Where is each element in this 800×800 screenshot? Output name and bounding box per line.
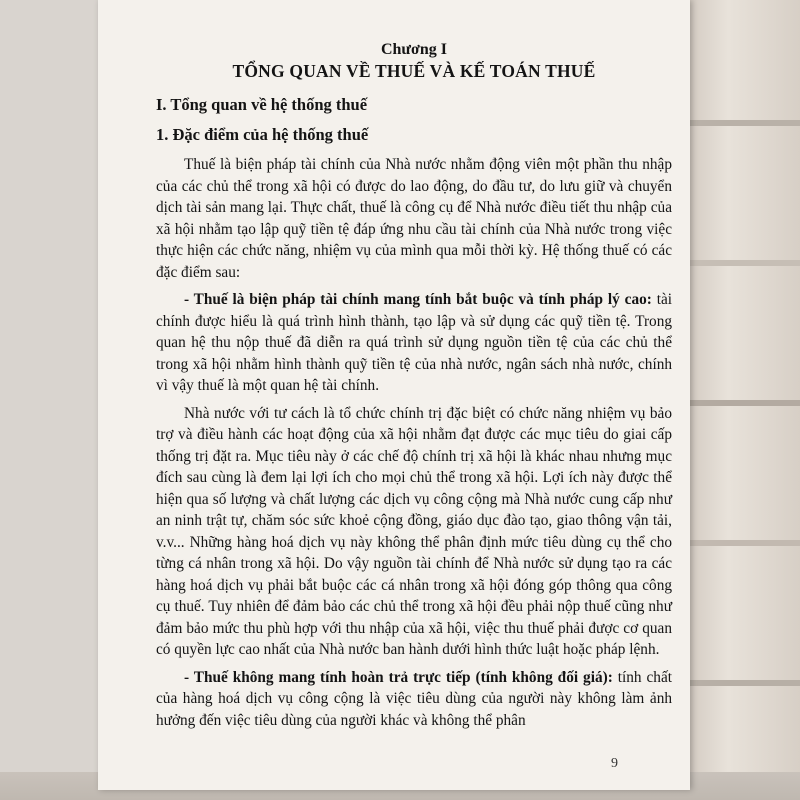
point-compulsory-text: tài chính được hiểu là quá trình hình thành, tạo lập và sử dụng các quỹ tiền tệ. Trong quan hệ thu nộp thuế đã diễn ra quá trình sử dụng nguồn tiền tệ của các chủ thể trong xã hội nhằm hình thành quỹ tiền tệ của nhà nước, ngân sách nhà nước, chính vì vậy thuế là một quan hệ tài chính. [156,291,672,394]
book-edge [680,680,800,686]
chapter-label: Chương I [380,41,448,58]
subsection-heading: 1. Đặc điểm của hệ thống thuế [156,125,369,144]
page-number: 9 [611,756,618,771]
book-edge [680,260,800,266]
point-non-refundable [156,667,672,732]
book-edge [680,540,800,546]
point-non-refundable-lead: - Thuế không mang tính hoàn trả trực tiếp (tính không đối giá): [184,668,613,686]
paragraph-intro: Thuế là biện pháp tài chính của Nhà nước nhằm động viên một phần thu nhập của các chủ thể trong xã hội có được do lao động, do đầu tư, do lưu giữ và chuyển dịch tài sản mang lại. Thực chất, thuế là công cụ để Nhà nước điều tiết thu nhập của xã hội nhằm tạo lập quỹ tiền tệ đáp ứng nhu cầu tài chính của Nhà nước trong việc thực hiện các chức năng, nhiệm vụ của mình qua mỗi thời kỳ. Hệ thống thuế có các đặc điểm sau: [156,156,672,281]
book-edge [680,120,800,126]
background-bookshelf [680,0,800,800]
paragraph-state-role: Nhà nước với tư cách là tổ chức chính trị đặc biệt có chức năng nhiệm vụ bảo trợ và điều hành các hoạt động của xã hội nhằm đạt được các mục tiêu do giai cấp thống trị đặt ra. Mục tiêu này ở các chế độ chính trị xã hội là khác nhau nhưng mục đích sau cùng là đem lại lợi ích cho mọi chủ thể trong xã hội. Lợi ích này được thể hiện qua số lượng và chất lượng các dịch vụ công cộng mà Nhà nước cung cấp như an ninh trật tự, chăm sóc sức khoẻ cộng đồng, giáo dục đào tạo, giao thông vận tải, v.v... Những hàng hoá dịch vụ này không thể phân định mức tiêu dùng cụ thể cho từng cá nhân trong xã hội. Do vậy nguồn tài chính để Nhà nước sử dụng tạo ra các hàng hoá dịch vụ phải bắt buộc các cá nhân trong xã hội đóng góp thông qua công cụ thuế. Tuy nhiên để đảm bảo các chủ thể trong xã hội đều phải nộp thuế cũng như đảm bảo mức thu phù hợp với thu nhập của xã hội, việc thu thuế phải được cơ quan có quyền lực cao nhất của Nhà nước ban hành dưới hình thức luật hoặc pháp lệnh. [156,404,672,658]
book-edge [680,400,800,406]
point-non-refundable-text: tính chất của hàng hoá dịch vụ công cộng là việc tiêu dùng của người này không làm ảnh hưởng đến việc tiêu dùng của người khác và không thể phân [156,668,672,729]
chapter-title: TỔNG QUAN VỀ THUẾ VÀ KẾ TOÁN THUẾ [232,61,596,81]
section-heading: I. Tổng quan về hệ thống thuế [156,95,368,114]
book-page [98,0,690,790]
point-compulsory [156,289,672,397]
point-compulsory-lead: - Thuế là biện pháp tài chính mang tính bắt buộc và tính pháp lý cao: [184,291,652,308]
page-content [156,40,672,735]
